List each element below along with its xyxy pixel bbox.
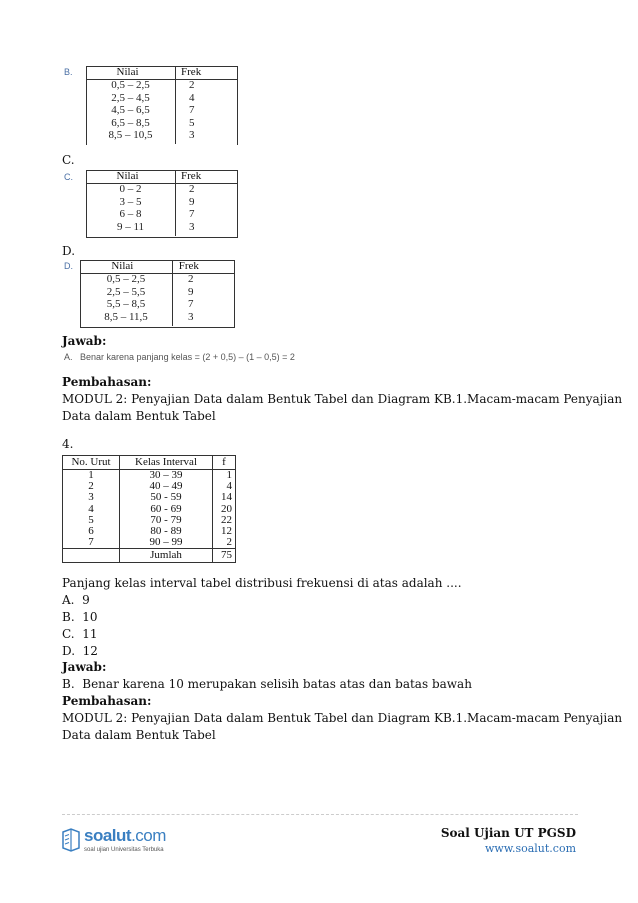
q4-option-c: C. 11 xyxy=(62,627,98,641)
option-c-header-nilai: Nilai xyxy=(116,170,139,182)
nilai-cell: 8,5 – 10,5 xyxy=(108,129,153,141)
q4-jawab-label: Jawab: xyxy=(62,660,107,674)
option-c-image-label: C. xyxy=(64,172,73,182)
option-b-rows xyxy=(86,79,237,142)
q4-cell-interval: 30 – 39 xyxy=(120,470,213,482)
q4-option-d: D. 12 xyxy=(62,644,98,658)
q4-cell-interval: 40 – 49 xyxy=(120,481,213,492)
frek-cell: 3 xyxy=(189,220,195,233)
option-b-header-nilai: Nilai xyxy=(116,66,139,78)
table-row xyxy=(63,537,236,549)
nilai-cell: 4,5 – 6,5 xyxy=(111,104,150,116)
q4-question: Panjang kelas interval tabel distribusi frekuensi di atas adalah .... xyxy=(62,576,462,590)
q4-cell-no: 3 xyxy=(63,492,120,503)
optb-row xyxy=(86,117,237,130)
q3-pembahasan-line1: MODUL 2: Penyajian Data dalam Bentuk Tabel dan Diagram KB.1.Macam-macam Penyajian xyxy=(62,392,623,406)
q4-pembahasan-line2: Data dalam Bentuk Tabel xyxy=(62,728,216,742)
footer-title: Soal Ujian UT PGSD xyxy=(440,826,576,840)
nilai-cell: 6,5 – 8,5 xyxy=(111,116,150,129)
q4-cell-f: 2 xyxy=(226,536,232,549)
footer-divider xyxy=(62,814,578,815)
optc-row xyxy=(86,221,237,234)
nilai-cell: 0,5 – 2,5 xyxy=(111,79,150,91)
optd-row xyxy=(80,298,234,311)
optb-row xyxy=(86,92,237,105)
q4-cell-no: 5 xyxy=(63,515,120,526)
nilai-cell: 0,5 – 2,5 xyxy=(106,273,146,285)
frek-cell: 2 xyxy=(189,79,195,91)
optd-row xyxy=(80,273,234,286)
nilai-cell: 2,5 – 4,5 xyxy=(111,91,150,104)
q4-table-image xyxy=(62,455,236,571)
q4-cell-f: 20 xyxy=(221,502,232,515)
option-d-image-label: D. xyxy=(64,261,73,271)
optb-row xyxy=(86,129,237,142)
optc-row xyxy=(86,196,237,209)
nilai-cell: 9 – 11 xyxy=(116,220,145,233)
q4-rows xyxy=(63,470,236,549)
option-b-image xyxy=(62,63,242,145)
frek-cell: 3 xyxy=(189,129,195,141)
q4-cell-f: 4 xyxy=(226,480,232,493)
q3-pembahasan-line2: Data dalam Bentuk Tabel xyxy=(62,409,216,423)
frek-cell: 5 xyxy=(189,116,195,129)
frek-cell: 7 xyxy=(189,208,195,220)
q4-cell-f: 22 xyxy=(221,513,232,526)
optd-row xyxy=(80,286,234,299)
frek-cell: 2 xyxy=(188,273,194,285)
frek-cell: 4 xyxy=(189,91,195,104)
q4-pembahasan-label: Pembahasan: xyxy=(62,694,152,708)
q4-cell-no: 1 xyxy=(63,470,120,482)
option-c-rows xyxy=(86,183,237,233)
footer-logo-suffix: .com xyxy=(131,826,166,845)
option-b-header-frek: Frek xyxy=(181,66,202,78)
option-d-rows xyxy=(80,273,234,323)
option-b-table xyxy=(86,66,237,142)
book-icon xyxy=(60,828,82,852)
optc-row xyxy=(86,183,237,196)
q4-cell-no: 2 xyxy=(63,481,120,492)
option-b-image-label: B. xyxy=(64,67,73,77)
option-c-header-frek: Frek xyxy=(181,170,202,182)
frek-cell: 2 xyxy=(189,183,195,195)
q4-number: 4. xyxy=(62,437,74,451)
optc-row xyxy=(86,208,237,221)
frek-cell: 7 xyxy=(189,104,195,116)
q4-cell-no: 7 xyxy=(63,537,120,549)
option-c-table xyxy=(86,170,237,233)
q4-pembahasan-line1: MODUL 2: Penyajian Data dalam Bentuk Tabel dan Diagram KB.1.Macam-macam Penyajian xyxy=(62,711,623,725)
nilai-cell: 0 – 2 xyxy=(119,183,142,195)
option-d-table xyxy=(80,260,234,323)
q4-table xyxy=(62,455,236,563)
q4-cell-interval: 70 - 79 xyxy=(120,515,213,526)
footer-url[interactable]: www.soalut.com xyxy=(485,842,576,855)
q4-header-no: No. Urut xyxy=(63,456,120,470)
q4-header-f: f xyxy=(222,456,226,468)
option-c-image xyxy=(62,168,242,240)
q4-cell-interval: 90 – 99 xyxy=(120,537,213,549)
option-d-header-frek: Frek xyxy=(178,260,199,272)
optb-row xyxy=(86,79,237,92)
footer-logo-tagline: soal ujian Universitas Terbuka xyxy=(84,847,164,853)
q4-jawab-text: B. Benar karena 10 merupakan selisih batas atas dan batas bawah xyxy=(62,677,472,691)
footer-logo-text: soalut xyxy=(84,826,132,845)
frek-cell: 9 xyxy=(189,195,195,208)
q4-cell-no: 6 xyxy=(63,526,120,537)
option-c-label: C. xyxy=(62,153,75,167)
option-d-label: D. xyxy=(62,244,76,258)
q3-jawab-text: A. Benar karena panjang kelas = (2 + 0,5) – (1 – 0,5) = 2 xyxy=(64,352,295,362)
q4-total-label: Jumlah xyxy=(120,549,213,563)
q3-pembahasan-label: Pembahasan: xyxy=(62,375,152,389)
q4-total-value: 75 xyxy=(221,549,232,562)
q4-cell-no: 4 xyxy=(63,504,120,515)
q4-cell-interval: 80 - 89 xyxy=(120,526,213,537)
option-d-image xyxy=(62,258,242,330)
frek-cell: 3 xyxy=(188,310,194,323)
q3-jawab-label: Jawab: xyxy=(62,334,107,348)
q4-cell-f: 1 xyxy=(226,469,232,481)
footer-logo[interactable] xyxy=(60,826,180,860)
frek-cell: 9 xyxy=(188,285,194,298)
q4-option-b: B. 10 xyxy=(62,610,98,624)
nilai-cell: 6 – 8 xyxy=(119,208,142,220)
option-d-header-nilai: Nilai xyxy=(111,260,134,272)
nilai-cell: 5,5 – 8,5 xyxy=(106,298,146,310)
nilai-cell: 3 – 5 xyxy=(119,195,142,208)
q4-cell-interval: 50 - 59 xyxy=(120,492,213,503)
optd-row xyxy=(80,311,234,324)
q4-cell-interval: 60 - 69 xyxy=(120,504,213,515)
optb-row xyxy=(86,104,237,117)
q4-option-a: A. 9 xyxy=(62,593,90,607)
nilai-cell: 2,5 – 5,5 xyxy=(106,285,146,298)
q4-cell-f: 12 xyxy=(221,525,232,538)
table-row xyxy=(63,492,236,503)
q4-cell-f: 14 xyxy=(221,491,232,504)
frek-cell: 7 xyxy=(188,298,194,310)
q4-header-interval: Kelas Interval xyxy=(120,456,213,470)
nilai-cell: 8,5 – 11,5 xyxy=(104,310,148,323)
